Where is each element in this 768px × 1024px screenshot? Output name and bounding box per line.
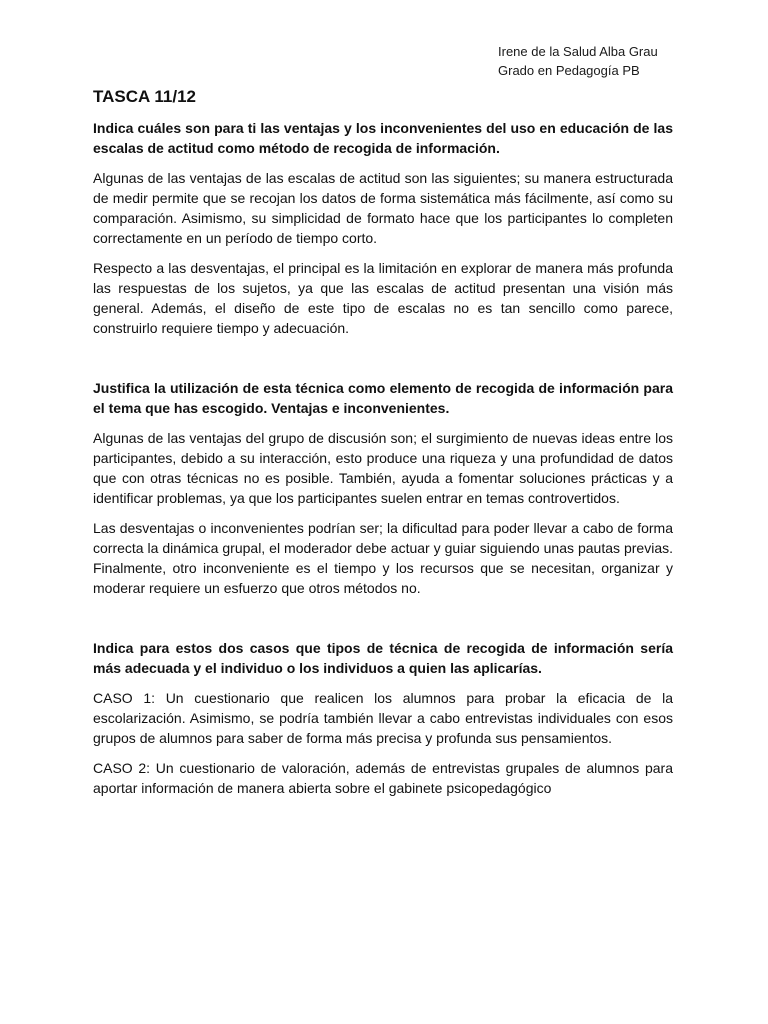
- author-name: Irene de la Salud Alba Grau: [498, 44, 658, 59]
- section-1: [93, 118, 673, 338]
- answer-1-paragraph-1: Algunas de las ventajas de las escalas de actitud son las siguientes; su manera estructurada de medir permite que se recojan los datos de forma sistemática más fácilmente, así como su comparación. Asimismo, su simplicidad de formato hace que los participantes lo completen correctamente en un período de tiempo corto.: [93, 170, 673, 246]
- author-info: [498, 42, 658, 80]
- answer-1-paragraph-2: Respecto a las desventajas, el principal es la limitación en explorar de manera más profunda las respuestas de los sujetos, ya que las escalas de actitud presentan una visión más general. Además, el diseño de este tipo de escalas no es tan sencillo como parece, construirlo requiere tiempo y adecuación.: [93, 260, 673, 336]
- answer-3-paragraph-2: CASO 2: Un cuestionario de valoración, además de entrevistas grupales de alumnos para aportar información de manera abierta sobre el gabinete psicopedagógico: [93, 760, 673, 796]
- answer-3-paragraph-1: CASO 1: Un cuestionario que realicen los alumnos para probar la eficacia de la escolarización. Asimismo, se podría también llevar a cabo entrevistas individuales con esos grupos de alumnos para saber de forma más precisa y profunda sus pensamientos.: [93, 690, 673, 746]
- answer-2-paragraph-1: Algunas de las ventajas del grupo de discusión son; el surgimiento de nuevas ideas entre los participantes, debido a su interacción, esto produce una riqueza y una profundidad de datos que con otras técnicas no es posible. También, ayuda a fomentar soluciones prácticas y a identificar problemas, ya que los participantes suelen entrar en temas controvertidos.: [93, 430, 673, 506]
- section-2: [93, 378, 673, 598]
- degree-name: Grado en Pedagogía PB: [498, 63, 640, 78]
- section-spacer: [93, 608, 673, 638]
- question-3: Indica para estos dos casos que tipos de técnica de recogida de información sería más adecuada y el individuo o los individuos a quien las aplicarías.: [93, 640, 673, 676]
- document-body: [93, 86, 673, 808]
- question-1: Indica cuáles son para ti las ventajas y los inconvenientes del uso en educación de las escalas de actitud como método de recogida de información.: [93, 120, 673, 156]
- section-3: [93, 638, 673, 798]
- document-title: TASCA 11/12: [93, 87, 196, 106]
- answer-2-paragraph-2: Las desventajas o inconvenientes podrían ser; la dificultad para poder llevar a cabo de forma correcta la dinámica grupal, el moderador debe actuar y guiar siguiendo unas pautas previas. Finalmente, otro inconveniente es el tiempo y los recursos que se necesitan, organizar y moderar requiere un esfuerzo que otros métodos no.: [93, 520, 673, 596]
- section-spacer: [93, 348, 673, 378]
- question-2: Justifica la utilización de esta técnica como elemento de recogida de información para el tema que has escogido. Ventajas e inconvenientes.: [93, 380, 673, 416]
